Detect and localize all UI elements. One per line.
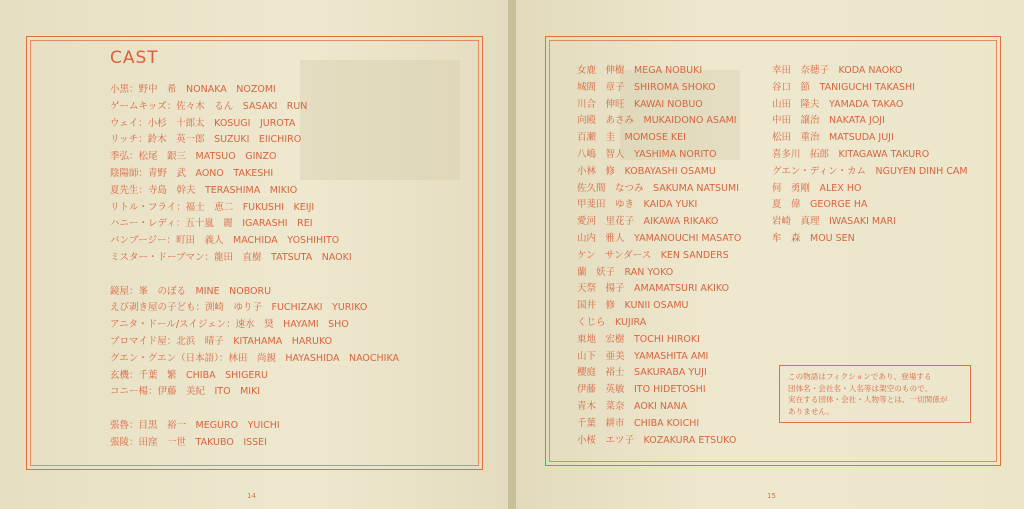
cast-credit-line: 玄機：千葉 繁 CHIBA SHIGERU [110, 369, 268, 381]
cast-credit-line: リッチ：鈴木 英一郎 SUZUKI EIICHIRO [110, 134, 302, 146]
cast-credit-line: 女鹿 伸樹 MEGA NOBUKI [577, 65, 703, 76]
cast-credit-line: 夏 偉 GEORGE HA [772, 199, 868, 211]
cast-credit-line: 夏先生：寺島 幹夫 TERASHIMA MIKIO [110, 184, 298, 196]
cast-credit-line: 山下 亜美 YAMASHITA AMI [577, 350, 709, 362]
disclaimer-line: 実在する団体・会社・人物等とは、一切関係が [788, 395, 948, 404]
cast-credit-line: 川合 伸旺 KAWAI NOBUO [577, 98, 703, 110]
cast-credit-line: コニー楊：伊藤 美紀 ITO MIKI [110, 386, 261, 398]
cast-credit-line: 何 勇剛 ALEX HO [772, 182, 862, 194]
cast-credit-line: 城間 章子 SHIROMA SHOKO [577, 81, 716, 93]
cast-credit-line: ブロマイド屋：北浜 晴子 KITAHAMA HARUKO [110, 335, 333, 347]
cast-credit-line: 愛河 里花子 AIKAWA RIKAKO [577, 216, 719, 228]
cast-credit-line: グエン・グエン（日本語）：林田 尚親 HAYASHIDA NAOCHIKA [110, 352, 400, 364]
page-number-left: 14 [247, 492, 256, 500]
cast-heading: CAST [110, 48, 159, 68]
cast-credit-line: 小林 修 KOBAYASHI OSAMU [577, 165, 716, 177]
cast-credit-line [110, 267, 399, 284]
book-gutter [508, 0, 516, 509]
cast-credit-line: 甲斐田 ゆき KAIDA YUKI [577, 199, 698, 211]
cast-credit-line: リトル・フライ：福士 恵二 FUKUSHI KEIJI [110, 201, 315, 213]
cast-credit-line: くじら KUJIRA [577, 316, 647, 328]
cast-credit-line: 岩崎 真理 IWASAKI MARI [772, 216, 897, 228]
cast-credit-line: ウェイ：小杉 十郎太 KOSUGI JUROTA [110, 117, 296, 129]
cast-credit-line: 佐久間 なつみ SAKUMA NATSUMI [577, 182, 740, 194]
disclaimer-line: ありません。 [788, 406, 835, 416]
cast-credit-line: 伊藤 英敏 ITO HIDETOSHI [577, 384, 706, 396]
cast-credit-line: 百瀬 圭 MOMOSE KEI [577, 132, 686, 144]
cast-credit-line: 松田 重治 MATSUDA JUJI [772, 132, 894, 144]
cast-credit-line: グエン・ディン・カム NGUYEN DINH CAM [772, 165, 968, 177]
cast-credit-line: 谷口 節 TANIGUCHI TAKASHI [772, 81, 915, 93]
cast-credit-line: 山田 隆夫 YAMADA TAKAO [772, 98, 904, 110]
page-number-right: 15 [767, 492, 776, 500]
cast-credit-line: 八嶋 智人 YASHIMA NORITO [577, 148, 717, 160]
cast-credit-line: 張魯：目黒 裕一 MEGURO YUICHI [110, 419, 280, 431]
cast-credit-line: 中田 譲治 NAKATA JOJI [772, 115, 885, 127]
cast-credit-line: 牟 森 MOU SEN [772, 232, 855, 244]
cast-credit-line: ミスター・ドーブマン：龍田 直樹 TATSUTA NAOKI [110, 251, 352, 263]
cast-credit-line: 山内 雅人 YAMANOUCHI MASATO [577, 232, 742, 244]
cast-credit-line: 喜多川 拓郎 KITAGAWA TAKURO [772, 148, 930, 160]
cast-list-left [110, 82, 399, 452]
fiction-disclaimer [779, 365, 971, 423]
cast-credit-line: えび剥き屋の子ども：渕崎 ゆり子 FUCHIZAKI YURIKO [110, 302, 368, 314]
cast-credit-line: ゲームキッズ：佐々木 るん SASAKI RUN [110, 100, 308, 112]
cast-credit-line: 東地 宏樹 TOCHI HIROKI [577, 333, 700, 345]
cast-credit-line: ハニー・レディ：五十嵐 麗 IGARASHI REI [110, 218, 313, 230]
cast-credit-line: 小桜 エツ子 KOZAKURA ETSUKO [577, 434, 737, 446]
cast-credit-line [110, 401, 399, 418]
disclaimer-line: この物語はフィクションであり、登場する [788, 372, 932, 381]
cast-credit-line: 青木 菜奈 AOKI NANA [577, 400, 688, 412]
cast-list-right [772, 63, 968, 248]
cast-credit-line: 千葉 耕市 CHIBA KOICHI [577, 417, 700, 429]
cast-credit-line: 小黒：野中 希 NONAKA NOZOMI [110, 84, 276, 95]
cast-credit-line: 櫻庭 裕士 SAKURABA YUJI [577, 367, 707, 379]
cast-credit-line: 国井 修 KUNII OSAMU [577, 300, 689, 312]
cast-credit-line: ケン サンダース KEN SANDERS [577, 249, 729, 261]
disclaimer-line: 団体名・会社名・人名等は架空のもので、 [788, 383, 933, 393]
cast-credit-line: アニタ・ドール/スイジェン：速水 奨 HAYAMI SHO [110, 319, 349, 331]
cast-credit-line: 天祭 揚子 AMAMATSURI AKIKO [577, 283, 730, 295]
cast-credit-line: 蘭 妖子 RAN YOKO [577, 266, 674, 278]
cast-credit-line: 幸田 奈穂子 KODA NAOKO [772, 65, 903, 76]
cast-credit-line: バンブージー：町田 義人 MACHIDA YOSHIHITO [110, 235, 340, 247]
cast-credit-line: 陰陽師：青野 武 AONO TAKESHI [110, 167, 274, 179]
cast-list-middle [577, 63, 741, 449]
cast-credit-line: 鏡屋：峯 のぼる MINE NOBORU [110, 285, 272, 297]
cast-credit-line: 向殿 あさみ MUKAIDONO ASAMI [577, 115, 737, 127]
cast-credit-line: 張陵：田窪 一世 TAKUBO ISSEI [110, 436, 267, 448]
cast-credit-line: 季弘：松尾 銀三 MATSUO GINZO [110, 151, 277, 163]
